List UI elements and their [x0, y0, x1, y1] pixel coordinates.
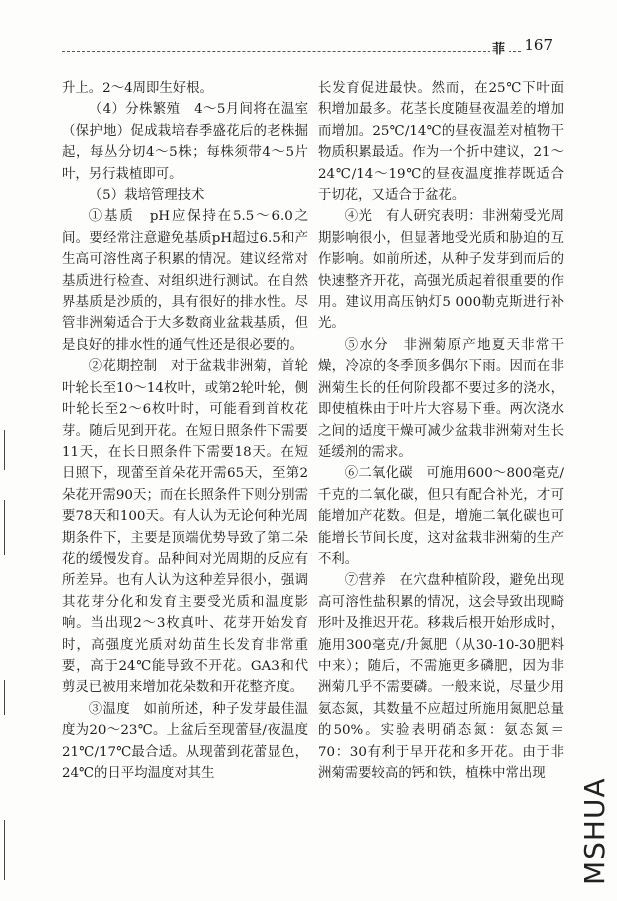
paragraph: ④光 有人研究表明：非洲菊受光周期影响很小，但显著地受光质和胁迫的互作影响。如前所述，从种子发芽到而后的快速整齐开花，高强光质起着很重要的作用。建议用高压钠灯5 000勒克斯进行补光。	[318, 209, 564, 332]
page-number: 167	[524, 36, 553, 54]
paragraph: （5）栽培管理技术	[88, 188, 205, 204]
paragraph: ⑤水分 非洲菊原产地夏天非常干燥，冷凉的冬季顶多偶尔下雨。因而在非洲菊生长的任何阶段都不要过多的浇水，即使植株由于叶片大容易下垂。两次浇水之间的适度干燥可减少盆栽非洲菊对生长延缓剂的需求。	[318, 337, 564, 460]
paragraph: 升上。2～4周即生好根。	[62, 81, 213, 96]
header-rule	[62, 51, 531, 52]
paragraph: ③温度 如前所述，种子发芽最佳温度为20～23℃。上盆后至现蕾昼/夜温度21℃/17℃最合适。从现蕾到花蕾显色，24℃的日平均温度对其生	[62, 701, 308, 781]
paragraph: ②花期控制 对于盆栽非洲菊，首轮叶轮长至10～14枚叶，或第2轮叶轮，侧叶轮长至2～6枚叶时，可能看到首枚花芽。随后见到开花。在短日照条件下需要11天，在长日照条件下需要18天。在短日照下，现蕾至首朵花开需65天，至第2朵花开需90天；而在长照条件下则分别需要78天和100天。有人认为无论何种光周期条件下，主要是顶端优势导致了第二朵花的缓慢发育。品种间对光周期的反应有所差异。也有人认为这种差异很小，强调其花芽分化和发育主要受光质和温度影响。当出现2～3枚真叶、花芽开始发育时，高强度光质对幼苗生长发育非常重要，高于24℃能导致不开花。GA3和代剪灵已被用来增加花朵数和开花整齐度。	[62, 359, 308, 696]
scan-mark	[4, 430, 5, 470]
scan-mark	[4, 680, 5, 715]
paragraph: ⑦营养 在穴盘种植阶段，避免出现高可溶性盐积累的情况，这会导致出现畸形叶及推迟开花。移栽后根开始形成时，施用300毫克/升氮肥（从30-10-30肥料中来）；随后，不需施更多磷肥，因为非洲菊几乎不需要磷。一般来说，尽量少用氨态氮，其数量不应超过所施用氮肥总量的50%。实验表明硝态氮：氨态氮＝70：30有利于早开花和多开花。由于非洲菊需要较高的钙和铁，植株中常出现	[318, 573, 564, 781]
paragraph: （4）分株繁殖 4～5月间将在温室（保护地）促成栽培春季盛花后的老株掘起，每丛分切4～5株；每株须带4～5片叶，另行栽植即可。	[62, 102, 308, 182]
page-header	[0, 36, 617, 62]
paragraph: 长发育促进最快。然而，在25℃下叶面积增加最多。花茎长度随昼夜温差的增加而增加。25℃/14℃的昼夜温差对植物干物质积累最适。作为一个折中建议，21～24℃/14～19℃的昼夜温度推荐既适合于切花，又适合于盆花。	[318, 81, 564, 204]
left-column	[62, 78, 308, 784]
right-column	[318, 78, 564, 784]
scan-mark	[4, 500, 5, 555]
paragraph: ①基质 pH应保持在5.5～6.0之间。要经常注意避免基质pH超过6.5和产生高可溶性离子积累的情况。建议经常对基质进行检查、对组织进行测试。在自然界基质是沙质的，具有很好的排水性。尽管非洲菊适合于大多数商业盆栽基质，但是良好的排水性的通气性还是很必要的。	[62, 209, 308, 353]
scan-mark	[4, 820, 5, 880]
scan-edge-marks	[4, 430, 8, 890]
section-title: 菲	[490, 38, 509, 57]
paragraph: ⑥二氧化碳 可施用600～800毫克/千克的二氧化碳，但只有配合补光，才可能增加产花数。但是，增施二氧化碳也可能增长节间长度，这对盆栽非洲菊的生产不利。	[318, 466, 564, 567]
watermark: MSHUA	[578, 777, 611, 885]
